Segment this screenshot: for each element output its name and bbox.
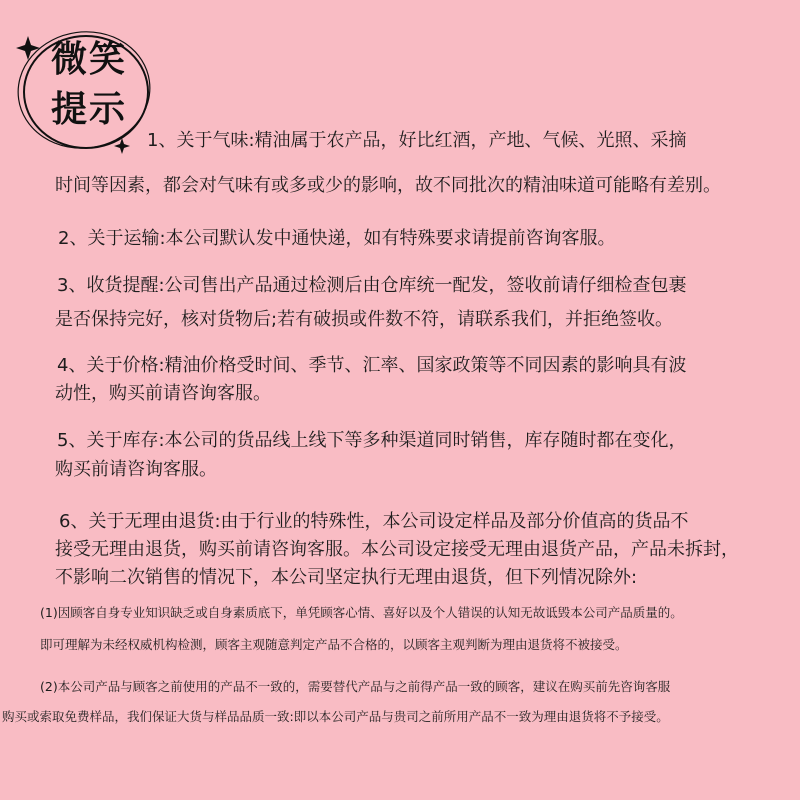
note-4-line-1: 4、关于价格:精油价格受时间、季节、汇率、国家政策等不同因素的影响具有波 xyxy=(57,355,687,376)
note-1-line-1: 1、关于气味:精油属于农产品，好比红酒，产地、气候、光照、采摘 xyxy=(147,130,687,151)
badge-title-line2: 提示 xyxy=(50,89,127,130)
exception-2-line-2: 购买或索取免费样品，我们保证大货与样品品质一致:即以本公司产品与贵司之前所用产品不一致为理由退货将不予接受。 xyxy=(2,709,669,724)
note-5-line-2: 购买前请咨询客服。 xyxy=(55,459,217,480)
exception-2-line-1: (2)本公司产品与顾客之前使用的产品不一致的，需要替代产品与之前得产品一致的顾客，建议在购买前先咨询客服 xyxy=(40,679,671,694)
note-2: 2、关于运输:本公司默认发中通快递，如有特殊要求请提前咨询客服。 xyxy=(58,228,616,249)
note-6-line-1: 6、关于无理由退货:由于行业的特殊性，本公司设定样品及部分价值高的货品不 xyxy=(59,511,689,532)
note-3-line-2: 是否保持完好，核对货物后;若有破损或件数不符，请联系我们，并拒绝签收。 xyxy=(55,309,674,330)
exception-1-line-1: (1)因顾客自身专业知识缺乏或自身素质底下，单凭顾客心情、喜好以及个人错误的认知无故诋毁本公司产品质量的。 xyxy=(40,605,683,620)
smile-tip-badge xyxy=(10,26,160,156)
note-6-line-3: 不影响二次销售的情况下，本公司坚定执行无理由退货，但下列情况除外: xyxy=(55,567,638,588)
note-5-line-1: 5、关于库存:本公司的货品线上线下等多种渠道同时销售，库存随时都在变化， xyxy=(57,430,687,451)
badge-title-line1: 微笑 xyxy=(50,39,127,80)
note-1-line-2: 时间等因素，都会对气味有或多或少的影响，故不同批次的精油味道可能略有差别。 xyxy=(55,175,721,196)
exception-1-line-2: 即可理解为未经权威机构检测，顾客主观随意判定产品不合格的，以顾客主观判断为理由退货将不被接受。 xyxy=(40,637,628,652)
note-6-line-2: 接受无理由退货，购买前请咨询客服。本公司设定接受无理由退货产品，产品未拆封， xyxy=(55,539,739,560)
note-3-line-1: 3、收货提醒:公司售出产品通过检测后由仓库统一配发，签收前请仔细检查包裹 xyxy=(57,275,687,296)
note-4-line-2: 动性，购买前请咨询客服。 xyxy=(55,383,271,404)
